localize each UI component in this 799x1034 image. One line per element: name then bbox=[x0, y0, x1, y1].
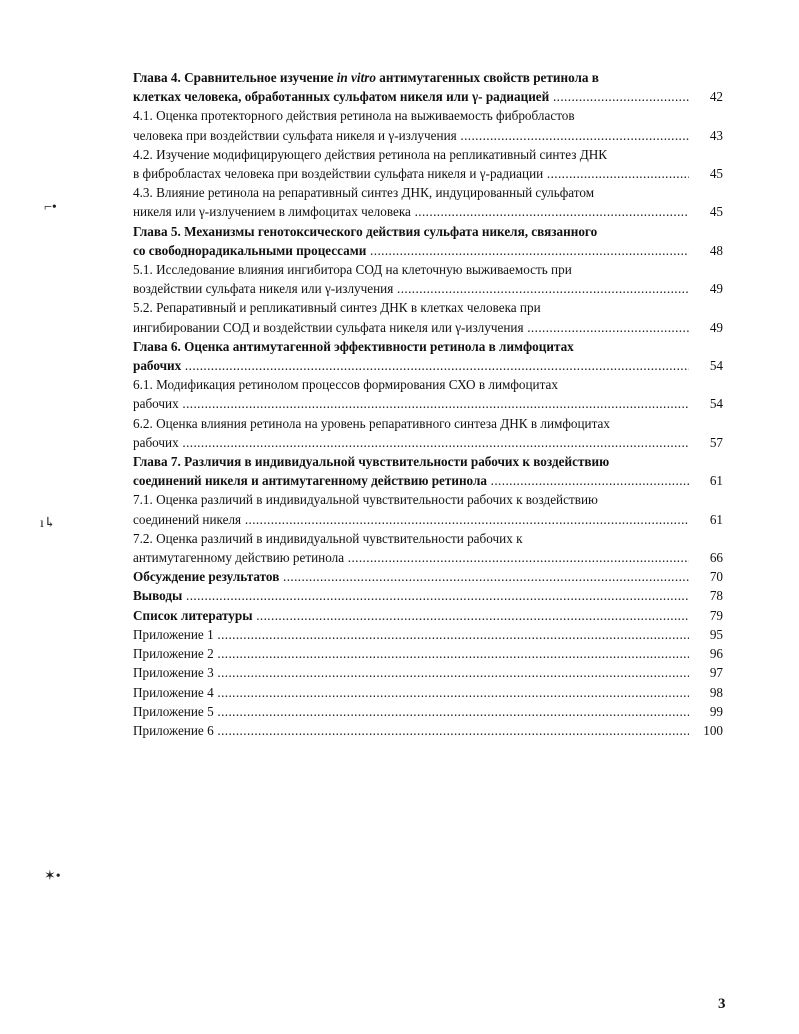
toc-entry-text: Приложение 2 ..... bbox=[133, 644, 689, 663]
toc-entry-text: 4.2. Изучение модифицирующего действия ретинола на репликативный синтез ДНК bbox=[133, 146, 608, 162]
toc-entry bbox=[133, 663, 723, 682]
toc-page-number: 99 bbox=[709, 703, 723, 719]
toc-entry bbox=[133, 625, 723, 644]
toc-entry bbox=[133, 183, 723, 221]
toc-entry-text: Глава 6. Оценка антимутагенной эффективности ретинола в лимфоцитах bbox=[133, 338, 574, 354]
toc-entry bbox=[133, 644, 723, 663]
toc-entry-text: соединений никеля и антимутагенному действию ретинола ..... bbox=[133, 471, 689, 490]
toc-chapter-entry bbox=[133, 567, 723, 586]
toc-entry bbox=[133, 298, 723, 336]
scan-mark-icon: ⌐• bbox=[44, 200, 57, 215]
toc-page-number: 95 bbox=[709, 626, 723, 642]
toc-entry-text: человека при воздействии сульфата никеля и γ-излучения ..... bbox=[133, 126, 689, 145]
toc-entry bbox=[133, 702, 723, 721]
toc-entry-text: Глава 5. Механизмы генотоксического действия сульфата никеля, связанного bbox=[133, 223, 598, 239]
toc-entry-text: 5.2. Репаративный и репликативный синтез ДНК в клетках человека при bbox=[133, 300, 541, 316]
toc-entry-text: Список литературы ..... bbox=[133, 606, 689, 625]
toc-entry bbox=[133, 375, 723, 413]
toc-entry bbox=[133, 414, 723, 452]
toc-page-number: 96 bbox=[709, 646, 723, 662]
toc-chapter-entry bbox=[133, 337, 723, 375]
toc-entry-text: 7.1. Оценка различий в индивидуальной чувствительности рабочих к воздействию bbox=[133, 492, 598, 508]
toc-entry-text: рабочих ..... bbox=[133, 433, 689, 452]
toc-page-number: 49 bbox=[709, 319, 723, 335]
toc-entry-text: Приложение 3 ..... bbox=[133, 663, 689, 682]
toc-entry-text: Глава 4. Сравнительное изучение in vitro антимутагенных свойств ретинола в bbox=[133, 70, 599, 85]
toc-page-number: 100 bbox=[703, 722, 723, 738]
toc-page-number: 57 bbox=[709, 434, 723, 450]
toc-entry bbox=[133, 490, 723, 528]
toc-entry-text: Приложение 1 ..... bbox=[133, 625, 689, 644]
toc-entry bbox=[133, 529, 723, 567]
toc-chapter-entry bbox=[133, 222, 723, 260]
toc-entry-text: рабочих ..... bbox=[133, 394, 689, 413]
toc-entry-text: ингибировании СОД и воздействии сульфата никеля или γ-излучения ..... bbox=[133, 318, 689, 337]
toc-entry-text: Выводы ..... bbox=[133, 586, 689, 605]
toc-entry-text: воздействии сульфата никеля или γ-излучения ..... bbox=[133, 279, 689, 298]
toc-entry bbox=[133, 106, 723, 144]
toc-chapter-entry bbox=[133, 586, 723, 605]
toc-entry bbox=[133, 721, 723, 740]
toc-entry bbox=[133, 145, 723, 183]
toc-page-number: 61 bbox=[709, 511, 723, 527]
toc-entry-text: антимутагенному действию ретинола ..... bbox=[133, 548, 689, 567]
toc-entry-text: клетках человека, обработанных сульфатом никеля или γ- радиацией ..... bbox=[133, 87, 689, 106]
toc-page-number: 66 bbox=[709, 550, 723, 566]
toc-page-number: 43 bbox=[709, 127, 723, 143]
toc-page-number: 70 bbox=[709, 569, 723, 585]
page-number: 3 bbox=[718, 996, 726, 1012]
toc-entry-text: Приложение 4 ..... bbox=[133, 683, 689, 702]
toc-entry-text: 4.1. Оценка протекторного действия ретинола на выживаемость фибробластов bbox=[133, 108, 575, 124]
toc-entry-text: рабочих ..... bbox=[133, 356, 689, 375]
toc-page-number: 54 bbox=[709, 358, 723, 374]
toc-page-number: 48 bbox=[709, 242, 723, 258]
toc-entry-text: Глава 7. Различия в индивидуальной чувствительности рабочих к воздействию bbox=[133, 454, 610, 470]
toc-entry-text: 6.2. Оценка влияния ретинола на уровень репаративного синтеза ДНК в лимфоцитах bbox=[133, 415, 610, 431]
table-of-contents bbox=[133, 68, 723, 740]
toc-page-number: 61 bbox=[709, 473, 723, 489]
toc-entry bbox=[133, 260, 723, 298]
toc-page-number: 42 bbox=[709, 89, 723, 105]
toc-entry-text: 4.3. Влияние ретинола на репаративный синтез ДНК, индуцированный сульфатом bbox=[133, 185, 595, 201]
scan-mark-icon: ✶• bbox=[44, 869, 61, 884]
toc-chapter-entry bbox=[133, 606, 723, 625]
toc-entry-text: Обсуждение результатов ..... bbox=[133, 567, 689, 586]
toc-entry-text: 6.1. Модификация ретинолом процессов формирования СХО в лимфоцитах bbox=[133, 377, 558, 393]
toc-entry-text: 7.2. Оценка различий в индивидуальной чувствительности рабочих к bbox=[133, 530, 523, 546]
toc-entry-text: Приложение 5 ..... bbox=[133, 702, 689, 721]
toc-entry-text: соединений никеля ..... bbox=[133, 510, 689, 529]
toc-page-number: 78 bbox=[709, 588, 723, 604]
toc-entry-text: никеля или γ-излучением в лимфоцитах человека ..... bbox=[133, 202, 689, 221]
toc-entry bbox=[133, 683, 723, 702]
toc-page-number: 79 bbox=[709, 607, 723, 623]
toc-page-number: 54 bbox=[709, 396, 723, 412]
toc-chapter-entry bbox=[133, 68, 723, 106]
toc-entry-text: в фибробластах человека при воздействии сульфата никеля и γ-радиации ..... bbox=[133, 164, 689, 183]
toc-entry-text: Приложение 6 ..... bbox=[133, 721, 689, 740]
toc-entry-text: 5.1. Исследование влияния ингибитора СОД на клеточную выживаемость при bbox=[133, 262, 572, 278]
toc-page-number: 49 bbox=[709, 281, 723, 297]
toc-page-number: 98 bbox=[709, 684, 723, 700]
toc-page-number: 45 bbox=[709, 204, 723, 220]
toc-page-number: 97 bbox=[709, 665, 723, 681]
scan-mark-icon: ı↳ bbox=[40, 516, 56, 531]
toc-entry-text: со свободнорадикальными процессами ..... bbox=[133, 241, 689, 260]
toc-page-number: 45 bbox=[709, 166, 723, 182]
toc-chapter-entry bbox=[133, 452, 723, 490]
